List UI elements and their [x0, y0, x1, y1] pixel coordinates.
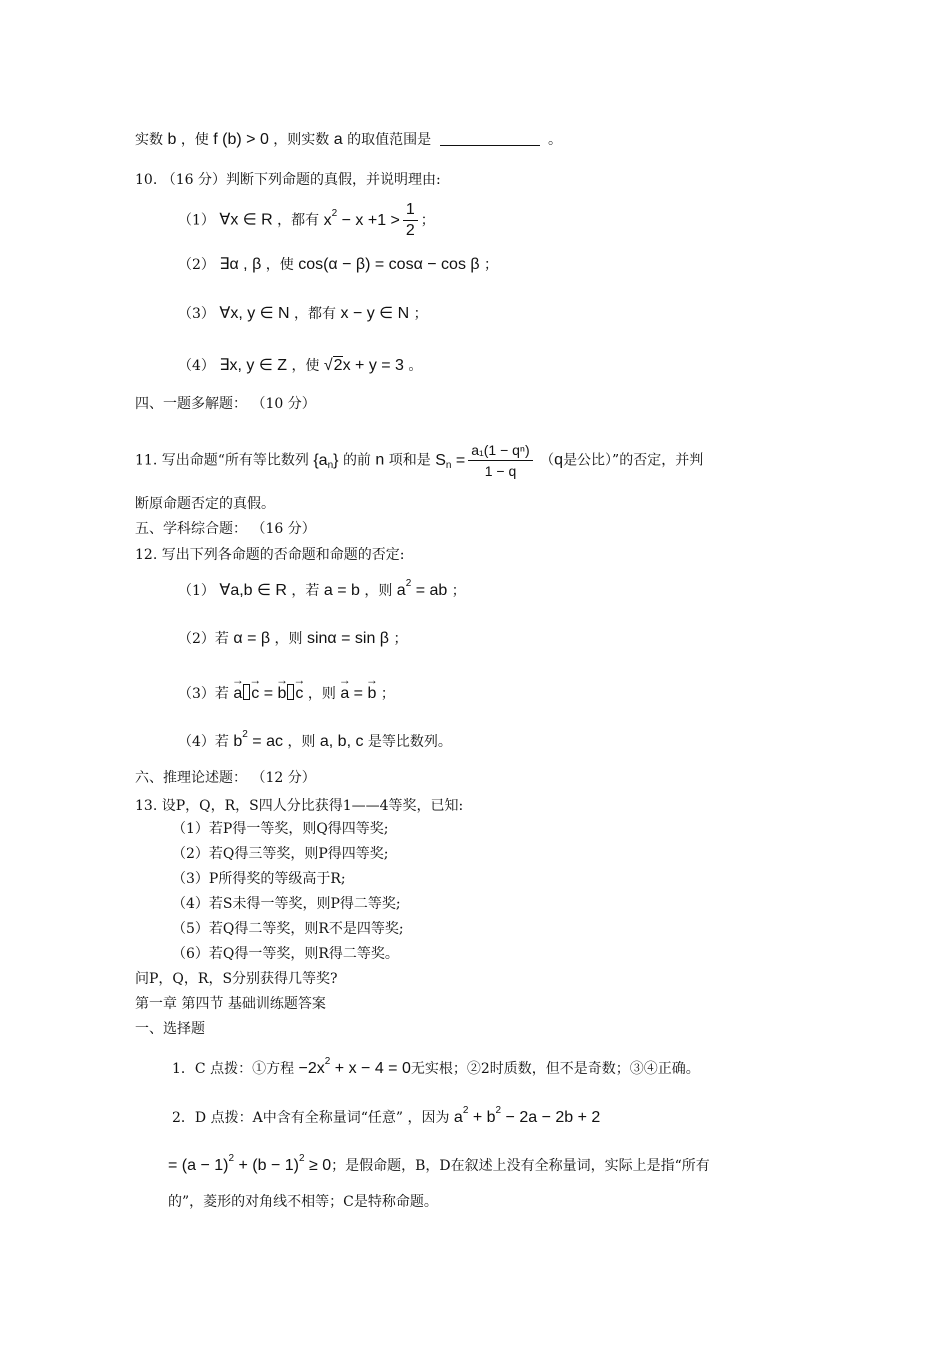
- item-number: （3）若: [178, 686, 229, 702]
- text: 。: [408, 358, 423, 374]
- formula-part: }: [333, 451, 339, 469]
- formula: ∀x, y ∈ N: [219, 305, 290, 322]
- exponent: 2: [405, 578, 412, 589]
- q12-item-4: [178, 729, 452, 751]
- formula: [435, 452, 465, 469]
- exponent: 2: [324, 1056, 331, 1067]
- answer-section-heading: 一、选择题: [135, 1021, 205, 1037]
- text: 1．C 点拨：①方程: [172, 1061, 295, 1077]
- q13-question: 问P，Q，R，S分别获得几等奖?: [135, 971, 338, 987]
- q12-item-2: [178, 630, 407, 648]
- text: ，使: [265, 257, 294, 273]
- text: ，则: [287, 734, 316, 750]
- formula-part: − 2a − 2b + 2: [501, 1109, 601, 1126]
- formula: n: [375, 451, 385, 469]
- vector-c: → c: [295, 685, 303, 703]
- exponent: 2: [298, 1153, 305, 1164]
- formula: ∀a,b ∈ R: [219, 582, 287, 599]
- formula-part: + (b − 1): [234, 1157, 299, 1174]
- equals: =: [349, 685, 368, 702]
- item-number: （4）若: [178, 734, 229, 750]
- q10-item-3: [178, 305, 428, 323]
- text: ；: [484, 257, 499, 273]
- formula: [323, 207, 400, 229]
- denominator: 1 − q: [484, 463, 517, 479]
- q11-line-1: [135, 440, 703, 481]
- text: ，使: [291, 358, 320, 374]
- answer-2-line-2: [168, 1153, 710, 1175]
- q10-item-1: [178, 200, 435, 241]
- formula: a = b: [323, 582, 360, 599]
- q9-text-c: ，使: [180, 132, 209, 148]
- vector-a: → a: [233, 685, 242, 703]
- vector-a: → a: [340, 685, 349, 703]
- formula-part: ≥ 0: [304, 1157, 332, 1174]
- answer-2-line-1: [172, 1105, 601, 1127]
- formula-part: x + y = 3: [342, 357, 404, 374]
- exponent: 2: [242, 729, 248, 740]
- q11-line-2: 断原命题否定的真假。: [135, 496, 275, 512]
- formula-part: S: [435, 451, 446, 469]
- q10-item-2: [178, 256, 498, 274]
- q10-item-4: [178, 357, 422, 375]
- formula: [233, 729, 283, 750]
- section-5-heading: 五、学科综合题： （16 分）: [135, 521, 316, 537]
- text: ，则: [364, 583, 393, 599]
- formula: [453, 1105, 601, 1126]
- section-4-heading: 四、一题多解题： （10 分）: [135, 396, 316, 412]
- q12-item-1: [178, 578, 466, 600]
- formula: [324, 356, 404, 374]
- item-number: （1）: [178, 212, 215, 229]
- text: ；: [413, 306, 428, 322]
- exponent: 2: [495, 1105, 502, 1116]
- numerator: 1: [403, 200, 418, 221]
- formula-part: = ac: [247, 733, 283, 750]
- formula-part: {a: [313, 451, 328, 469]
- q12-item-3: [178, 684, 395, 703]
- vector-b: → b: [367, 685, 376, 703]
- formula: q: [554, 451, 564, 469]
- equals: =: [259, 685, 278, 702]
- text: ，都有: [277, 212, 320, 229]
- formula: [298, 1056, 411, 1077]
- q13-condition: （4）若S未得一等奖，则P得二等奖;: [172, 896, 401, 912]
- item-number: （2）: [178, 257, 215, 273]
- formula-part: − x +1 >: [337, 211, 400, 229]
- q13-condition: （5）若Q得二等奖，则R不是四等奖;: [172, 921, 404, 937]
- text: ；: [380, 686, 395, 702]
- formula-part: b: [233, 733, 243, 750]
- exponent: 2: [228, 1153, 235, 1164]
- text: ，都有: [294, 306, 337, 322]
- formula-part: a: [453, 1109, 463, 1126]
- formula: α = β: [233, 630, 271, 647]
- q9-text-e: ，则实数: [273, 132, 330, 148]
- item-number: （1）: [178, 583, 215, 599]
- answer-title: 第一章 第四节 基础训练题答案: [135, 996, 326, 1012]
- numerator: a₁(1 − qⁿ): [468, 440, 532, 461]
- formula: sinα = sin β: [306, 630, 390, 647]
- section-6-heading: 六、推理论述题： （12 分）: [135, 770, 316, 786]
- formula: x − y ∈ N: [340, 305, 410, 322]
- text: ，则: [274, 631, 303, 647]
- formula-part: −2x: [298, 1060, 325, 1077]
- q12-head: 12. 写出下列各命题的否命题和命题的否定:: [135, 547, 405, 563]
- formula-part: = (a − 1): [168, 1157, 229, 1174]
- text: 的前: [342, 452, 371, 469]
- formula-part: + x − 4 = 0: [330, 1060, 411, 1077]
- formula-part: + b: [468, 1109, 496, 1126]
- formula-part: = ab: [411, 582, 448, 599]
- formula-part: x: [323, 211, 332, 229]
- q13-condition: （1）若P得一等奖，则Q得四等奖;: [172, 821, 389, 837]
- formula: [168, 1153, 332, 1174]
- text: 无实根；②2时质数，但不是奇数；③④正确。: [410, 1061, 700, 1077]
- formula: [233, 685, 303, 702]
- denominator: 2: [405, 222, 415, 239]
- formula-part: a: [396, 582, 406, 599]
- fraction: [468, 440, 532, 481]
- text: ，若: [291, 583, 320, 599]
- exponent: 2: [462, 1105, 469, 1116]
- subscript: n: [327, 459, 334, 471]
- formula: [396, 578, 448, 599]
- item-number: （4）: [178, 358, 215, 374]
- q9-tail: [135, 131, 562, 149]
- exponent: 2: [331, 207, 338, 219]
- q9-fb: f (b) > 0: [213, 131, 269, 148]
- text: 项和是: [388, 452, 431, 469]
- radicand: 2: [333, 357, 343, 374]
- text: ，则: [307, 686, 336, 702]
- q13-head: 13. 设P，Q，R，S四人分比获得1——4等奖，已知:: [135, 798, 464, 814]
- text: ；: [451, 583, 466, 599]
- text: 是公比）”的否定，并判: [563, 452, 704, 469]
- q13-condition: （2）若Q得三等奖，则P得四等奖;: [172, 846, 389, 862]
- q13-condition: （3）P所得奖的等级高于R;: [172, 871, 346, 887]
- answer-2-line-3: 的”，菱形的对角线不相等；C是特称命题。: [168, 1194, 438, 1210]
- text: （: [540, 452, 555, 469]
- vector-b: → b: [278, 685, 287, 703]
- q9-text-g: 的取值范围是: [347, 132, 432, 148]
- text: ；: [420, 212, 435, 229]
- fraction: [403, 200, 418, 241]
- formula: ∀x ∈ R: [219, 211, 273, 229]
- text: 是等比数列。: [367, 734, 452, 750]
- formula: a, b, c: [319, 733, 364, 750]
- formula: [313, 452, 338, 469]
- answer-1: [172, 1056, 700, 1078]
- vector-c: → c: [251, 685, 259, 703]
- q9-text-a: 实数: [135, 132, 163, 148]
- q13-condition: （6）若Q得一等奖，则R得二等奖。: [172, 946, 399, 962]
- formula: cos(α − β) = cosα − cos β: [298, 256, 480, 273]
- text: 11. 写出命题“所有等比数列: [135, 452, 309, 469]
- formula: [340, 685, 376, 702]
- text: ；是假命题，B，D在叙述上没有全称量词，实际上是指“所有: [331, 1158, 710, 1174]
- q9-b: b: [167, 131, 177, 148]
- formula-part: =: [451, 451, 466, 469]
- item-number: （3）: [178, 306, 215, 322]
- formula: ∃α , β: [219, 256, 262, 273]
- formula: ∃x, y ∈ Z: [219, 357, 287, 374]
- text: 2．D 点拨：A中含有全称量词“任意” ，因为: [172, 1110, 450, 1126]
- q10-head: 10. （16 分）判断下列命题的真假，并说明理由:: [135, 172, 441, 188]
- q9-a: a: [333, 131, 343, 148]
- q9-text-h: 。: [548, 132, 563, 148]
- sqrt-sign: √: [323, 357, 333, 374]
- text: ；: [393, 631, 408, 647]
- answer-blank: [440, 131, 540, 146]
- item-number: （2）若: [178, 631, 229, 647]
- subscript: n: [445, 459, 452, 471]
